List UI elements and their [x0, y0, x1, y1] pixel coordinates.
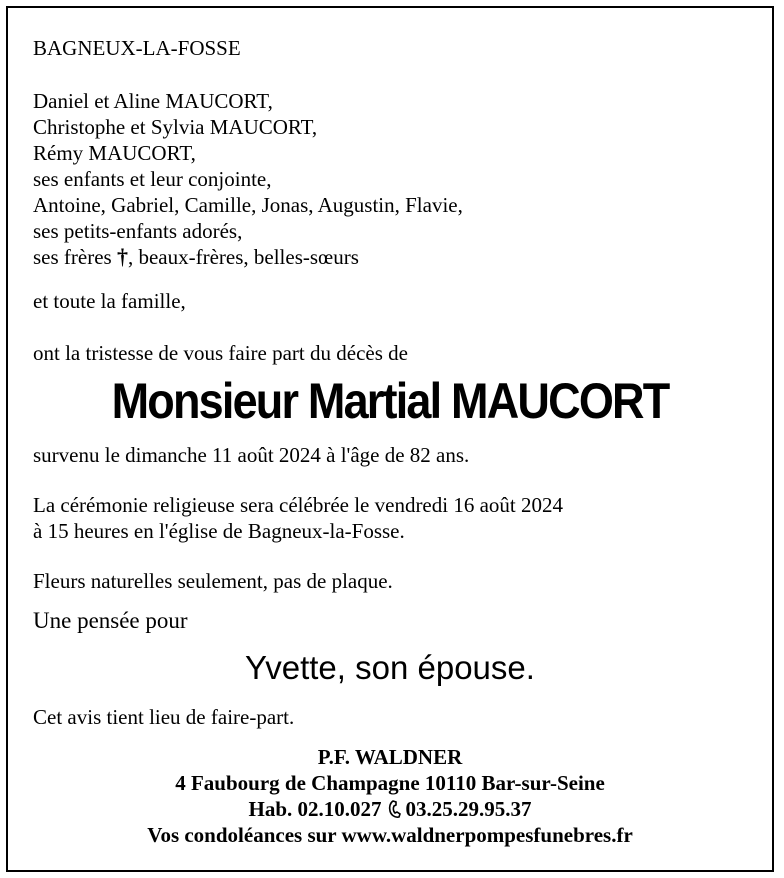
phone-number: 03.25.29.95.37 — [405, 797, 532, 821]
siblings-suffix: , beaux-frères, belles-sœurs — [127, 245, 359, 269]
phone-icon — [388, 796, 406, 822]
death-details: survenu le dimanche 11 août 2024 à l'âge de 82 ans. — [33, 443, 470, 467]
family-line-3: Rémy MAUCORT, — [33, 141, 196, 165]
cross-icon: † — [116, 244, 128, 269]
condolences-line: Vos condoléances sur www.waldnerpompesfunebres.fr — [147, 823, 633, 847]
ceremony-line-1: La cérémonie religieuse sera célébrée le vendredi 16 août 2024 — [33, 493, 563, 517]
habilitation: Hab. 02.10.027 — [248, 797, 382, 821]
family-line-1: Daniel et Aline MAUCORT, — [33, 89, 273, 113]
family-line-4: ses enfants et leur conjointe, — [33, 167, 272, 191]
funeral-home-contact — [8, 796, 772, 822]
family-line-5: Antoine, Gabriel, Camille, Jonas, Augustin, Flavie, — [33, 193, 463, 217]
deceased-name: Monsieur Martial MAUCORT — [111, 373, 669, 429]
obituary-notice — [6, 6, 774, 872]
siblings-line — [33, 244, 359, 270]
funeral-home-address: 4 Faubourg de Champagne 10110 Bar-sur-Seine — [175, 771, 605, 795]
spouse-line: Yvette, son épouse. — [245, 649, 535, 686]
place-heading: BAGNEUX-LA-FOSSE — [33, 36, 241, 60]
family-closing: et toute la famille, — [33, 289, 186, 313]
notice-line: Cet avis tient lieu de faire-part. — [33, 705, 295, 729]
funeral-home-name: P.F. WALDNER — [317, 745, 463, 769]
ceremony-line-2: à 15 heures en l'église de Bagneux-la-Fosse. — [33, 519, 405, 543]
flowers-note: Fleurs naturelles seulement, pas de plaque. — [33, 569, 393, 593]
family-line-6: ses petits-enfants adorés, — [33, 219, 243, 243]
announcement-intro: ont la tristesse de vous faire part du décès de — [33, 341, 408, 365]
thought-line: Une pensée pour — [33, 608, 188, 633]
family-line-2: Christophe et Sylvia MAUCORT, — [33, 115, 318, 139]
siblings-prefix: ses frères — [33, 245, 112, 269]
